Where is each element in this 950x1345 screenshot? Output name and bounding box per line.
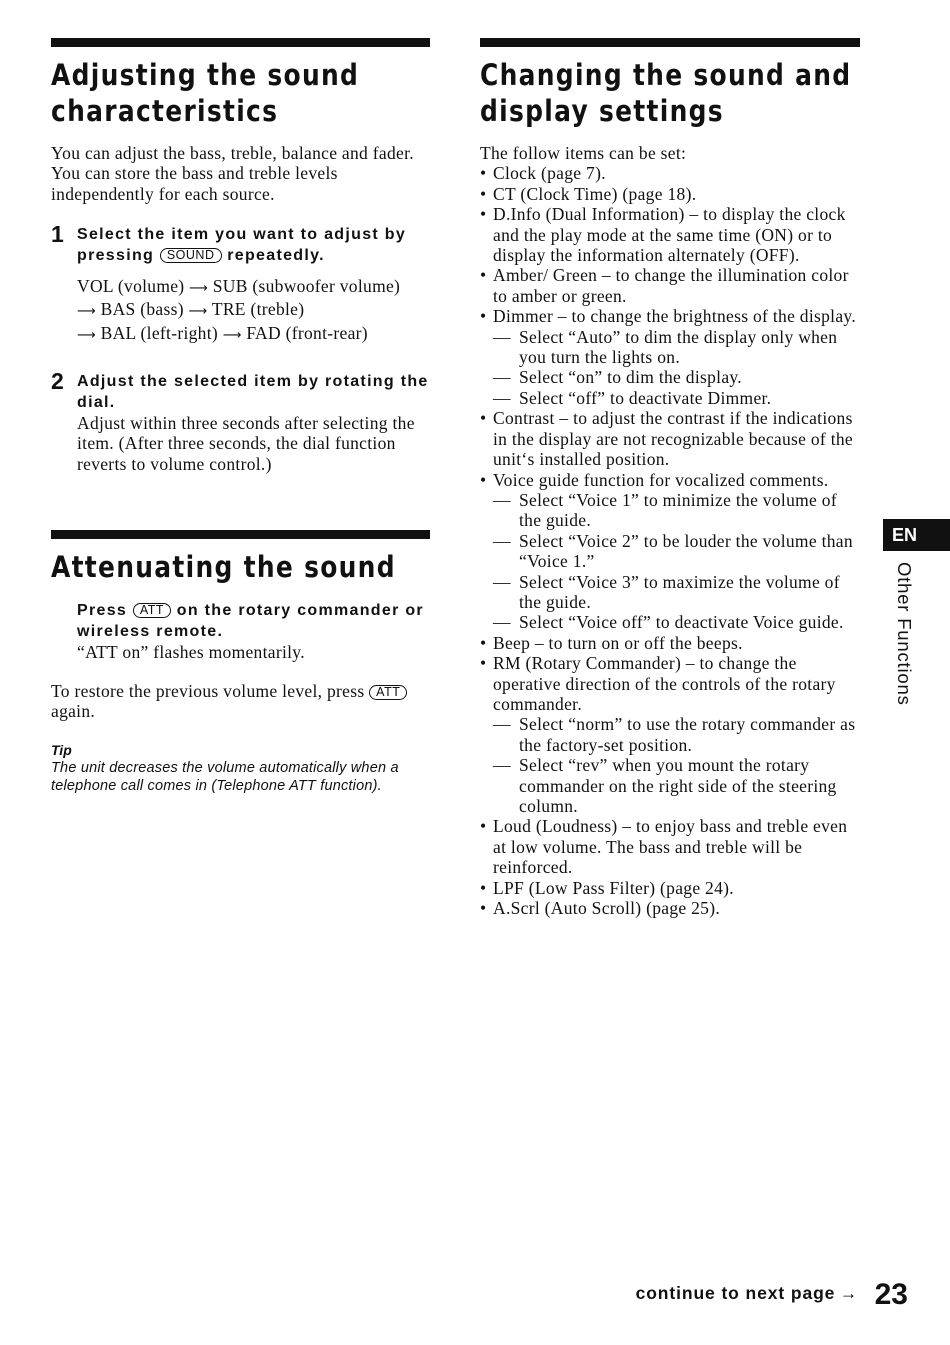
language-tab: EN <box>883 519 950 551</box>
sub-list <box>493 714 860 816</box>
page-footer <box>636 1278 908 1312</box>
tip-text: The unit decreases the volume automatically when a telephone call comes in (Telephone ATT function). <box>51 760 399 795</box>
settings-body <box>480 143 860 918</box>
left-column <box>51 38 430 795</box>
sub-list <box>493 490 860 633</box>
sub-list-item: — Select “Voice 2” to be louder the volume than “Voice 1.” <box>493 531 860 572</box>
arrow-right-icon: → <box>839 1283 859 1303</box>
section-rule <box>51 38 430 47</box>
intro-paragraph-1: You can adjust the bass, treble, balance and fader. <box>51 143 414 163</box>
sub-list-item: — Select “Voice 1” to minimize the volume of the guide. <box>493 490 860 531</box>
restore-paragraph: To restore the previous volume level, press ATT again. <box>51 681 430 722</box>
continue-label: continue to next page <box>635 1283 836 1303</box>
tip-heading: Tip <box>51 742 72 759</box>
list-item: • A.Scrl (Auto Scroll) (page 25). <box>480 898 860 918</box>
intro-paragraph-2: You can store the bass and treble levels independently for each source. <box>51 163 338 204</box>
list-item: • CT (Clock Time) (page 18). <box>480 184 860 204</box>
list-item: • D.Info (Dual Information) – to display the clock and the play mode at the same time (ON) or to display the information alternately (OFF). <box>480 204 860 265</box>
sub-list-item: — Select “rev” when you mount the rotary commander on the right side of the steering column. <box>493 755 860 816</box>
attenuate-instruction: Press ATT on the rotary commander or wireless remote. “ATT on” flashes momentarily. <box>51 601 430 662</box>
arrow-right-icon: ⟶ <box>77 304 96 320</box>
adjust-intro <box>51 143 430 204</box>
list-item: • LPF (Low Pass Filter) (page 24). <box>480 878 860 898</box>
list-item: • RM (Rotary Commander) – to change the operative direction of the controls of the rotary commander. — Select “norm” to use the rotary commander as the factory-set position. — Select “rev” when you mount the rotary commander on the right side of the steering column. <box>480 653 860 816</box>
settings-list <box>480 163 860 918</box>
sub-list-item: — Select “Voice off” to deactivate Voice guide. <box>493 612 860 632</box>
list-item: • Beep – to turn on or off the beeps. <box>480 633 860 653</box>
arrow-right-icon: ⟶ <box>188 304 208 320</box>
settings-intro: The follow items can be set: <box>480 143 687 163</box>
page-number: 23 <box>874 1278 908 1311</box>
tip-box <box>51 741 430 795</box>
list-item: • Dimmer – to change the brightness of the display. — Select “Auto” to dim the display only when you turn the lights on. — Select “on” to dim the display. — Select “off” to deactivate Dimmer. <box>480 306 860 408</box>
sub-list-item: — Select “off” to deactivate Dimmer. <box>493 388 860 408</box>
section-rule <box>480 38 860 47</box>
sub-list <box>493 327 860 409</box>
list-item: • Loud (Loudness) – to enjoy bass and treble even at low volume. The bass and treble will be reinforced. <box>480 816 860 877</box>
sub-list-item: — Select “Auto” to dim the display only when you turn the lights on. <box>493 327 860 368</box>
step-1 <box>51 221 430 346</box>
att-flash-note: “ATT on” flashes momentarily. <box>77 642 305 663</box>
sound-key: SOUND <box>160 248 222 263</box>
list-item: • Clock (page 7). <box>480 163 860 183</box>
arrow-right-icon: ⟶ <box>189 281 209 297</box>
section-rule <box>51 530 430 539</box>
settings-heading: Changing the sound and display settings <box>480 58 852 128</box>
sub-list-item: — Select “norm” to use the rotary commander as the factory-set position. <box>493 714 860 755</box>
adjust-sequence: VOL (volume) ⟶ SUB (subwoofer volume) ⟶ BAS (bass) ⟶ TRE (treble) ⟶ BAL (left-right) ⟶ FAD (front-rear) <box>77 276 401 343</box>
list-item: • Amber/ Green – to change the illumination color to amber or green. <box>480 265 860 306</box>
step-number: 2 <box>51 368 64 395</box>
list-item: • Contrast – to adjust the contrast if the indications in the display are not recognizable because of the unit‘s installed position. <box>480 408 860 469</box>
att-key: ATT <box>369 685 407 700</box>
list-item: • Voice guide function for vocalized comments. — Select “Voice 1” to minimize the volume of the guide. — Select “Voice 2” to be louder the volume than “Voice 1.” — Select “Voice 3” to maximize the volume of the guide. — Select “Voice off” to deactivate Voice guide. <box>480 470 860 633</box>
step-number: 1 <box>51 221 64 248</box>
arrow-right-icon: ⟶ <box>77 327 96 343</box>
sub-list-item: — Select “on” to dim the display. <box>493 367 860 387</box>
sub-list-item: — Select “Voice 3” to maximize the volume of the guide. <box>493 572 860 613</box>
att-key: ATT <box>133 603 171 618</box>
right-column <box>480 38 860 918</box>
arrow-right-icon: ⟶ <box>222 327 242 343</box>
step-2-title: Adjust the selected item by rotating the dial. <box>77 373 429 411</box>
section-label: Other Functions <box>894 562 915 706</box>
step-2 <box>51 368 430 474</box>
step-2-body: Adjust within three seconds after selecting the item. (After three seconds, the dial function reverts to volume control.) <box>77 413 415 474</box>
step-1-title: Select the item you want to adjust by pressing SOUND repeatedly. <box>77 226 407 264</box>
attenuate-heading: Attenuating the sound <box>51 550 396 585</box>
adjust-heading: Adjusting the sound characteristics <box>51 58 360 128</box>
